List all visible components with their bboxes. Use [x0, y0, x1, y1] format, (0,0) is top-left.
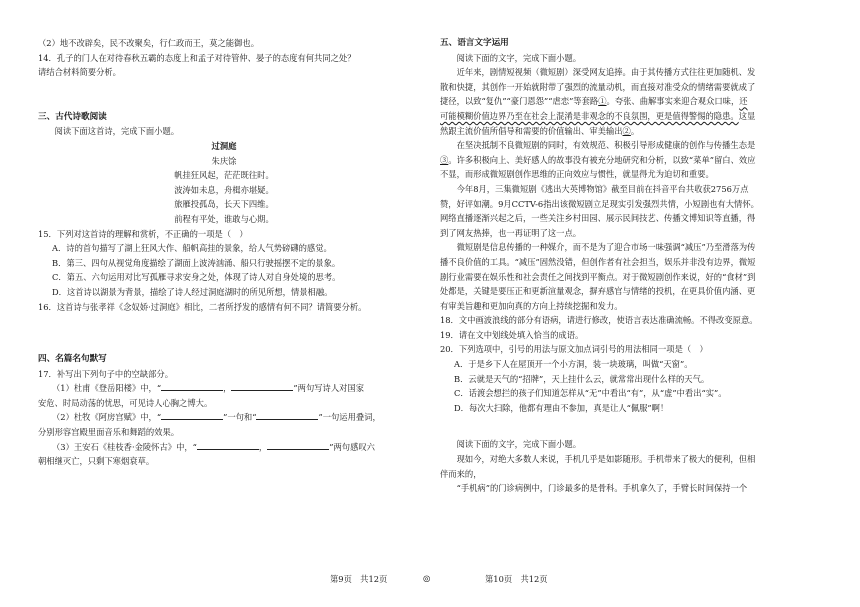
question-14-cont: 请结合材料简要分析。	[38, 67, 121, 78]
passage-2-intro: 阅读下面的文字，完成下面小题。	[456, 439, 582, 450]
passage-line: 然跟主流价值所倡导和需要的价值输出、审美输出②。	[440, 125, 640, 136]
section-3-intro: 阅读下面这首诗，完成下面小题。	[54, 126, 180, 137]
blank-mark-3: ③	[440, 154, 449, 165]
page-number-right: 第10页 共12页	[485, 574, 548, 584]
answer-blank[interactable]	[256, 410, 318, 420]
question-15: 15．下列对这首诗的理解和赏析，不正确的一项是（ ）	[38, 228, 248, 239]
text-line: （2）地不改辟矣，民不改聚矣，行仁政而王，莫之能御也。	[38, 38, 259, 48]
passage-line: 赞，好评如潮。9月CCTV-6指出该微短剧立足现实引发强烈共情，小短剧也有大情怀。	[440, 198, 759, 209]
q17-item-1: （1）杜甫《登岳阳楼》中，“ ， ”两句写诗人对国家	[52, 383, 365, 394]
answer-blank[interactable]	[197, 440, 259, 450]
question-20: 20．下列选项中，引号的用法与原文加点词引号的用法相同一项是（ ）	[440, 344, 708, 355]
q17-item-2: （2）杜牧《阿房宫赋》中，“ ”一句和“ ”一句运用叠词，	[52, 412, 381, 423]
q17-item-1-cont: 安危、时局动荡的忧思，可见诗人心胸之博大。	[38, 397, 213, 408]
wavy-underline: 还	[739, 96, 748, 107]
blank-mark-2: ②	[622, 125, 631, 136]
option-a: A．于是乡下人在屋顶开一个小方洞，装一块玻璃，叫做“天窗”。	[454, 359, 693, 370]
poem-line: 帆挂狂风起，茫茫既往时。	[174, 170, 274, 181]
page-number-left: 第9页 共12页	[330, 574, 388, 584]
passage-line: “手机病”的门诊病例中，门诊最多的是骨科。手机拿久了，手臂长时间保持一个	[456, 483, 748, 494]
blank-mark-1: ①	[598, 96, 607, 107]
passage-line: 微短剧是信息传播的一种媒介，而不是为了迎合市场一味强调“减压”乃至滑落为传	[456, 242, 756, 253]
question-19: 19．请在文中划线处填入恰当的成语。	[440, 329, 584, 340]
passage-line: 不显，而形成微短剧创作思维的正向效应与惯性，就显得尤为迫切和重要。	[440, 169, 714, 180]
answer-blank[interactable]	[161, 381, 223, 391]
poem-line: 波涛如未息，舟楫亦堪疑。	[174, 184, 274, 195]
section-5-heading: 五、语言文字运用	[440, 38, 509, 48]
q17-item-3: （3）王安石《桂枝香·金陵怀古》中，“ ， ”两句感叹六	[52, 441, 375, 452]
section-3-heading: 三、古代诗歌阅读	[38, 111, 107, 122]
question-18: 18．文中画波浪线的部分有语病，请进行修改，使语言表达准确流畅。不得改变原意。	[440, 315, 758, 326]
question-16: 16．这首诗与张孝祥《念奴娇·过洞庭》相比，二者所抒发的感情有何不同？请简要分析。	[38, 301, 367, 312]
poem-line: 旅雁投孤岛，长天下四维。	[174, 199, 274, 210]
poem-line: 前程有平处，谁敢与心期。	[174, 213, 274, 224]
answer-blank[interactable]	[267, 440, 329, 450]
center-mark-icon: ◎	[423, 573, 431, 583]
passage-line: 在坚决抵制不良微短剧的同时，有效规范、积极引导形成健康的创作与传播生态是	[456, 140, 756, 151]
passage-intro: 阅读下面的文字，完成下面小题。	[456, 52, 582, 63]
option-d: D．每次大扫除，他都有理由不参加，真是让人“佩服”啊！	[454, 402, 669, 413]
question-17: 17．补写出下列句子中的空缺部分。	[38, 368, 174, 379]
option-c: C．话渡会想拦的孩子们知道怎样从“无”中看出“有”，从“虚”中看出“实”。	[454, 388, 727, 399]
passage-line: 有审美旨趣和更加向真的方向上持续挖掘和发力。	[440, 300, 623, 311]
option-d: D．这首诗以湖景为背景，描绘了诗人经过洞庭湖时的所见所想，情景相融。	[52, 286, 333, 297]
passage-line: 播不良价值的工具。“减压”固然没错，但创作者有社会担当，娱乐并非没有边界，微短	[440, 256, 756, 267]
passage-line: 现如今，对绝大多数人来说，手机几乎是如影随形。手机带来了极大的便利，但相	[456, 454, 756, 465]
passage-line: 剧行业需要在娱乐性和社会责任之间找到平衡点。对于微短剧创作来说，好的“食材”到	[440, 271, 756, 282]
passage-line: 网络直播逐渐兴起之后，一些关注乡村田园、展示民间技艺、传播文博知识等直播，得	[440, 213, 756, 224]
poem-author: 朱庆馀	[211, 155, 237, 166]
passage-line: 处都是，关键是要压正和更新渲量观念，摒弃感官与情绪的投机，在更具价值内涵、更	[440, 286, 756, 297]
left-column	[38, 36, 410, 469]
passage-line: 伴而来的，	[440, 468, 482, 479]
option-c: C．第五、六句运用对比写孤雁寻求安身之处，体现了诗人对自身处境的思考。	[52, 272, 341, 283]
passage-line: 散和快捷，其创作一开始就附带了强烈的流量动机，而直接对准受众的情绪需要就成了	[440, 81, 756, 92]
option-a: A．诗的首句描写了湖上狂风大作、船帆高挂的景象，给人气势磅礴的感觉。	[52, 243, 332, 254]
question-14: 14．孔子的门人在对待春秋五霸的态度上和孟子对待管仲、晏子的态度有何共同之处？	[38, 52, 356, 63]
wavy-underline: 可能模糊价值边界乃至在社会上混淆是非观念的不良氛围，更是值得警惕的隐患。	[440, 110, 739, 121]
passage-line: 可能模糊价值边界乃至在社会上混淆是非观念的不良氛围，更是值得警惕的隐患。这显	[440, 110, 756, 121]
poem-title: 过洞庭	[211, 140, 237, 151]
passage-line: ③。许多积极向上、美好感人的故事没有被充分地研究和分析，以致“菜单”留白、效应	[440, 154, 756, 165]
option-b: B．云就是天气的“招牌”，天上挂什么云，就常常出现什么样的天气。	[454, 373, 710, 384]
q17-item-3-cont: 朝相继灭亡，只剩下寒烟衰草。	[38, 456, 155, 467]
passage-line: 今年8月，三集微短剧《逃出大英博物馆》截至目前在抖音平台共收获2756万点	[456, 183, 749, 194]
right-column	[440, 36, 824, 496]
passage-line: 到了网友热捧，也一再证明了这一点。	[440, 227, 582, 238]
option-b: B．第三、四句从视觉角度描绘了湖面上波涛汹涌、船只行驶摇摆不定的景象。	[52, 257, 341, 268]
passage-line: 近年来，剧情短视频（微短剧）深受网友追捧。由于其传播方式往往更加随机、发	[456, 67, 756, 78]
q17-item-2-cont: 分别形容宫殿里面音乐和舞蹈的效果。	[38, 427, 180, 438]
answer-blank[interactable]	[231, 381, 293, 391]
answer-blank[interactable]	[161, 410, 223, 420]
passage-line: 捷径，以致“复仇”“豪门恩怨”“虐恋”等套路①。夸张、曲解事实来迎合观众口味，还	[440, 96, 748, 107]
section-4-heading: 四、名篇名句默写	[38, 354, 107, 365]
